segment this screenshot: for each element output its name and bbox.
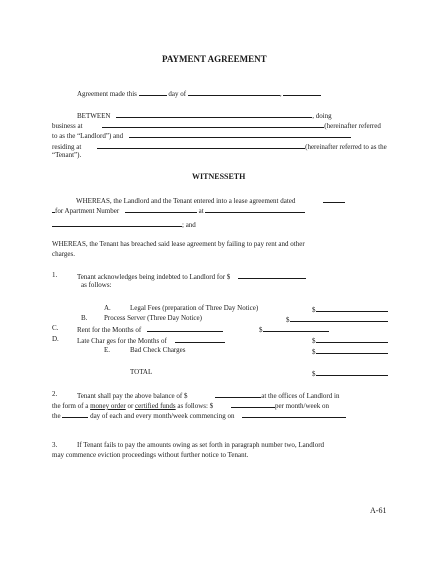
currency-sign: $ — [259, 326, 263, 334]
lease-date-field[interactable] — [323, 195, 345, 203]
tenant-address-field[interactable] — [97, 141, 305, 149]
whereas-and-line — [52, 219, 196, 230]
clause2-balance-text: Tenant shall pay the above balance of $ — [77, 392, 188, 400]
year-field[interactable] — [283, 88, 321, 96]
per-period-label: per month/week on — [274, 402, 329, 410]
apartment-at-label: at — [198, 207, 204, 215]
between-label: BETWEEN — [77, 112, 111, 120]
clause3-line1: If Tenant fails to pay the amounts owing as set forth in paragraph number two, Landlord — [77, 441, 325, 449]
currency-sign: $ — [286, 316, 290, 324]
process-server-field[interactable] — [290, 314, 388, 322]
payment-day-field[interactable] — [62, 410, 88, 418]
item-a-label: Legal Fees (preparation of Three Day Notice) — [130, 304, 259, 312]
money-order-option: money order — [90, 402, 126, 410]
business-address-field[interactable] — [102, 120, 324, 128]
doing-label: , doing — [312, 112, 332, 120]
item-d-line — [77, 335, 225, 346]
balance-field[interactable] — [215, 390, 261, 398]
or-label: or — [127, 402, 134, 410]
agreement-made-line — [77, 88, 321, 99]
clause1-text: Tenant acknowledges being indebted to Landlord for $ — [77, 273, 231, 281]
residing-at-label: residing at — [52, 143, 82, 151]
day-field[interactable] — [139, 88, 167, 96]
item-d-amount — [312, 335, 388, 346]
late-charges-field[interactable] — [316, 335, 388, 343]
item-b-label: Process Server (Three Day Notice) — [104, 314, 202, 322]
certified-funds-option: certified funds — [135, 402, 176, 410]
form-code: A-61 — [370, 506, 387, 515]
tenant-close: “Tenant”). — [52, 151, 82, 159]
clause1-number: 1. — [52, 271, 58, 279]
item-d-marker: D. — [52, 335, 59, 343]
currency-sign: $ — [312, 370, 316, 378]
hereinafter-tenant-label: (hereinafter referred to as the — [305, 143, 387, 151]
currency-sign: $ — [312, 337, 316, 345]
comma: , — [279, 90, 282, 98]
form-of-label: the form of a — [52, 402, 89, 410]
apartment-line — [52, 205, 305, 216]
item-e-amount — [312, 346, 388, 357]
clause2-number: 2. — [52, 390, 58, 398]
to-as-landlord-label: to as the “Landlord”) and — [52, 132, 124, 140]
as-follows-label: as follows: $ — [177, 402, 214, 410]
residing-line — [52, 141, 387, 152]
witnesseth-heading: WITNESSETH — [192, 172, 246, 181]
clause1-follows: as follows: — [81, 281, 112, 289]
total-amount — [312, 368, 388, 379]
item-c-amount — [259, 324, 329, 335]
landlord-line — [52, 130, 351, 141]
item-b-marker: B. — [81, 314, 88, 322]
the-label: the — [52, 412, 61, 420]
currency-sign: $ — [312, 348, 316, 356]
installment-field[interactable] — [231, 400, 275, 408]
clause2-line3 — [52, 410, 346, 421]
day-each-label: day of each and every month/week commencing on — [90, 412, 235, 420]
total-label: TOTAL — [130, 368, 153, 376]
late-months-field[interactable] — [175, 335, 225, 343]
clause2-offices-text: at the offices of Landlord in — [261, 392, 340, 400]
clause3-number: 3. — [52, 441, 58, 449]
landlord-name-field[interactable] — [116, 110, 312, 118]
item-e-label: Bad Check Charges — [130, 346, 186, 354]
clause3-line2: may commence eviction proceedings without further notice to Tenant. — [52, 451, 249, 459]
hereinafter-referred-label: (hereinafter referred — [324, 122, 381, 130]
item-a-marker: A. — [104, 304, 111, 312]
apartment-city-field[interactable] — [52, 219, 182, 227]
rent-months-field[interactable] — [147, 324, 223, 332]
whereas-lease-text: WHEREAS, the Landlord and the Tenant entered into a lease agreement dated — [76, 197, 296, 205]
indebted-amount-field[interactable] — [238, 271, 306, 279]
tenant-name-field[interactable] — [129, 130, 351, 138]
bad-check-field[interactable] — [316, 346, 388, 354]
month-field[interactable] — [188, 88, 280, 96]
whereas-breach-line2: charges. — [52, 250, 75, 258]
item-c-line — [77, 324, 223, 335]
document-title: PAYMENT AGREEMENT — [162, 54, 267, 64]
currency-sign: $ — [312, 306, 316, 314]
legal-fees-field[interactable] — [316, 304, 388, 312]
whereas-breach-line1: WHEREAS, the Tenant has breached said lease agreement by failing to pay rent and other — [52, 240, 305, 248]
item-d-label: Late Char ges for the Months of — [77, 337, 167, 345]
item-c-label: Rent for the Months of — [77, 326, 142, 334]
made-this-label: Agreement made this — [77, 90, 137, 98]
and-label: ; and — [182, 221, 196, 229]
day-of-label: day of — [168, 90, 187, 98]
apartment-number-label: for Apartment Number — [55, 207, 120, 215]
item-c-marker: C. — [52, 324, 59, 332]
total-field[interactable] — [316, 368, 388, 376]
commencing-date-field[interactable] — [242, 410, 346, 418]
apartment-address-field[interactable] — [205, 205, 305, 213]
item-e-marker: E. — [104, 346, 111, 354]
rent-amount-field[interactable] — [263, 324, 329, 332]
apartment-number-field[interactable] — [125, 205, 197, 213]
business-at-label: business at — [52, 122, 83, 130]
